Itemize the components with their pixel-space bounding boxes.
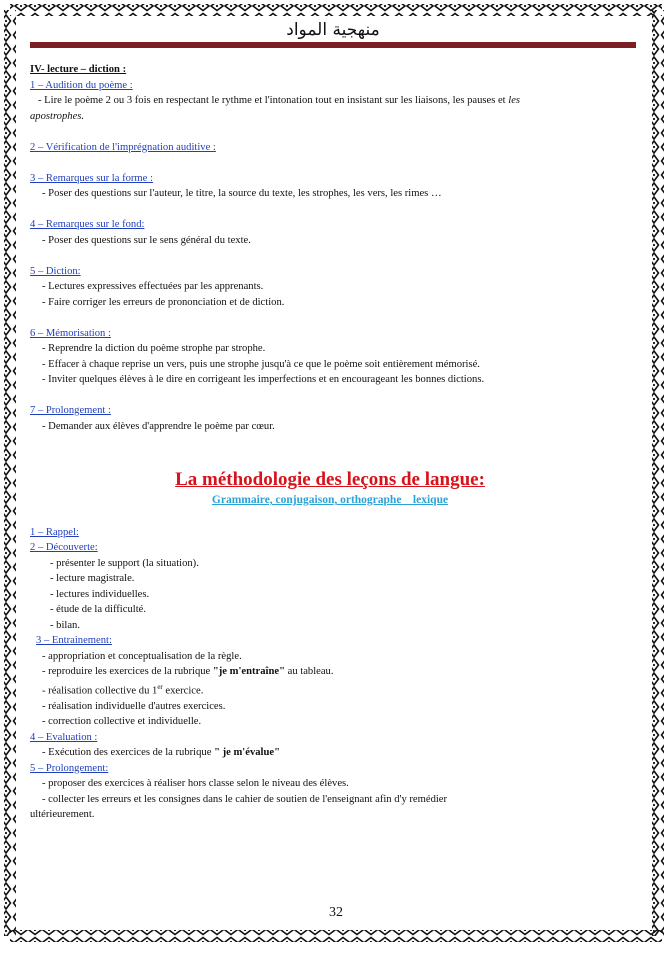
decouverte-heading: 2 – Découverte:	[30, 542, 98, 553]
page-content	[30, 62, 630, 823]
decouverte-line: - lecture magistrale.	[50, 573, 135, 584]
item-heading: 1 – Audition du poème :	[30, 79, 133, 91]
item-italic-line: apostrophes.	[30, 110, 85, 122]
entrainement-text: - reproduire les exercices de la rubrique	[42, 666, 213, 677]
evaluation-line	[30, 745, 630, 761]
entrainement-text: - réalisation collective du 1	[42, 685, 158, 697]
item-heading: 4 – Remarques sur le fond:	[30, 219, 145, 230]
decouverte-line: - bilan.	[50, 619, 81, 631]
item-line: - Inviter quelques élèves à le dire en corrigeant les imperfections et en encourageant les bonnes dictions.	[42, 374, 485, 385]
item-heading: 5 – Diction:	[30, 265, 81, 277]
item-heading: 2 – Vérification de l'imprégnation auditive :	[30, 141, 216, 153]
item-line: - Reprendre la diction du poème strophe par strophe.	[42, 343, 266, 354]
prolongement-heading: 5 – Prolongement:	[30, 762, 109, 774]
prolongement-line: - collecter les erreurs et les consignes dans le cahier de soutien de l'enseignant afin d'y remédier	[42, 793, 448, 805]
item-line: - Faire corriger les erreurs de prononciation et de diction.	[42, 296, 285, 308]
entrainement-heading-row	[30, 633, 630, 649]
entrainement-line	[30, 680, 630, 699]
entrainement-line: - correction collective et individuelle.	[42, 716, 202, 728]
item-line: - Demander aux élèves d'apprendre le poème par cœur.	[42, 420, 275, 432]
item-heading: 7 – Prolongement :	[30, 405, 111, 416]
prolongement-line: ultérieurement.	[30, 809, 95, 821]
item-heading: 3 – Remarques sur la forme :	[30, 172, 153, 184]
superscript: er	[157, 682, 163, 691]
decouverte-line: - lectures individuelles.	[50, 588, 150, 600]
section-title: IV- lecture – diction :	[30, 64, 127, 75]
entrainement-line	[30, 664, 630, 680]
rubrique-entraine: "je m'entraîne"	[212, 666, 285, 677]
entrainement-heading: 3 – Entrainement:	[36, 635, 112, 646]
page-header-title: منهجية المواد	[286, 20, 380, 40]
page-number: 32	[329, 905, 343, 920]
evaluation-heading: 4 – Evaluation :	[30, 731, 98, 743]
decouverte-line: - étude de la difficulté.	[50, 604, 146, 615]
rappel-heading: 1 – Rappel:	[30, 526, 79, 538]
decouverte-line: - présenter le support (la situation).	[50, 557, 199, 569]
entrainement-line: - appropriation et conceptualisation de la règle.	[42, 650, 242, 662]
method-subtitle: Grammaire, conjugaison, orthographe lexique	[211, 494, 449, 506]
entrainement-line: - réalisation individuelle d'autres exercices.	[42, 700, 226, 712]
prolongement-line: - proposer des exercices à réaliser hors classe selon le niveau des élèves.	[42, 778, 349, 790]
header-rule	[30, 42, 636, 48]
item-line: - Effacer à chaque reprise un vers, puis une strophe jusqu'à ce que le poème soit entièrement mémorisé.	[42, 358, 480, 370]
item-line: - Poser des questions sur le sens général du texte.	[42, 234, 251, 246]
item-line: - Poser des questions sur l'auteur, le titre, la source du texte, les strophes, les vers, les rimes …	[42, 188, 442, 199]
method-title: La méthodologie des leçons de langue:	[175, 469, 485, 490]
item-heading: 6 – Mémorisation :	[30, 327, 111, 339]
evaluation-text: - Exécution des exercices de la rubrique	[42, 747, 215, 759]
item-line: - Lectures expressives effectuées par les apprenants.	[42, 281, 264, 292]
item-line	[30, 93, 630, 109]
item-text: - Lire le poème 2 ou 3 fois en respectant le rythme et l'intonation tout en insistant sur les liaisons, les pauses et	[38, 95, 509, 106]
entrainement-text: au tableau.	[284, 666, 334, 677]
item-italic: les	[508, 95, 521, 106]
entrainement-text: exercice.	[162, 685, 204, 697]
rubrique-evalue: " je m'évalue"	[214, 747, 280, 759]
